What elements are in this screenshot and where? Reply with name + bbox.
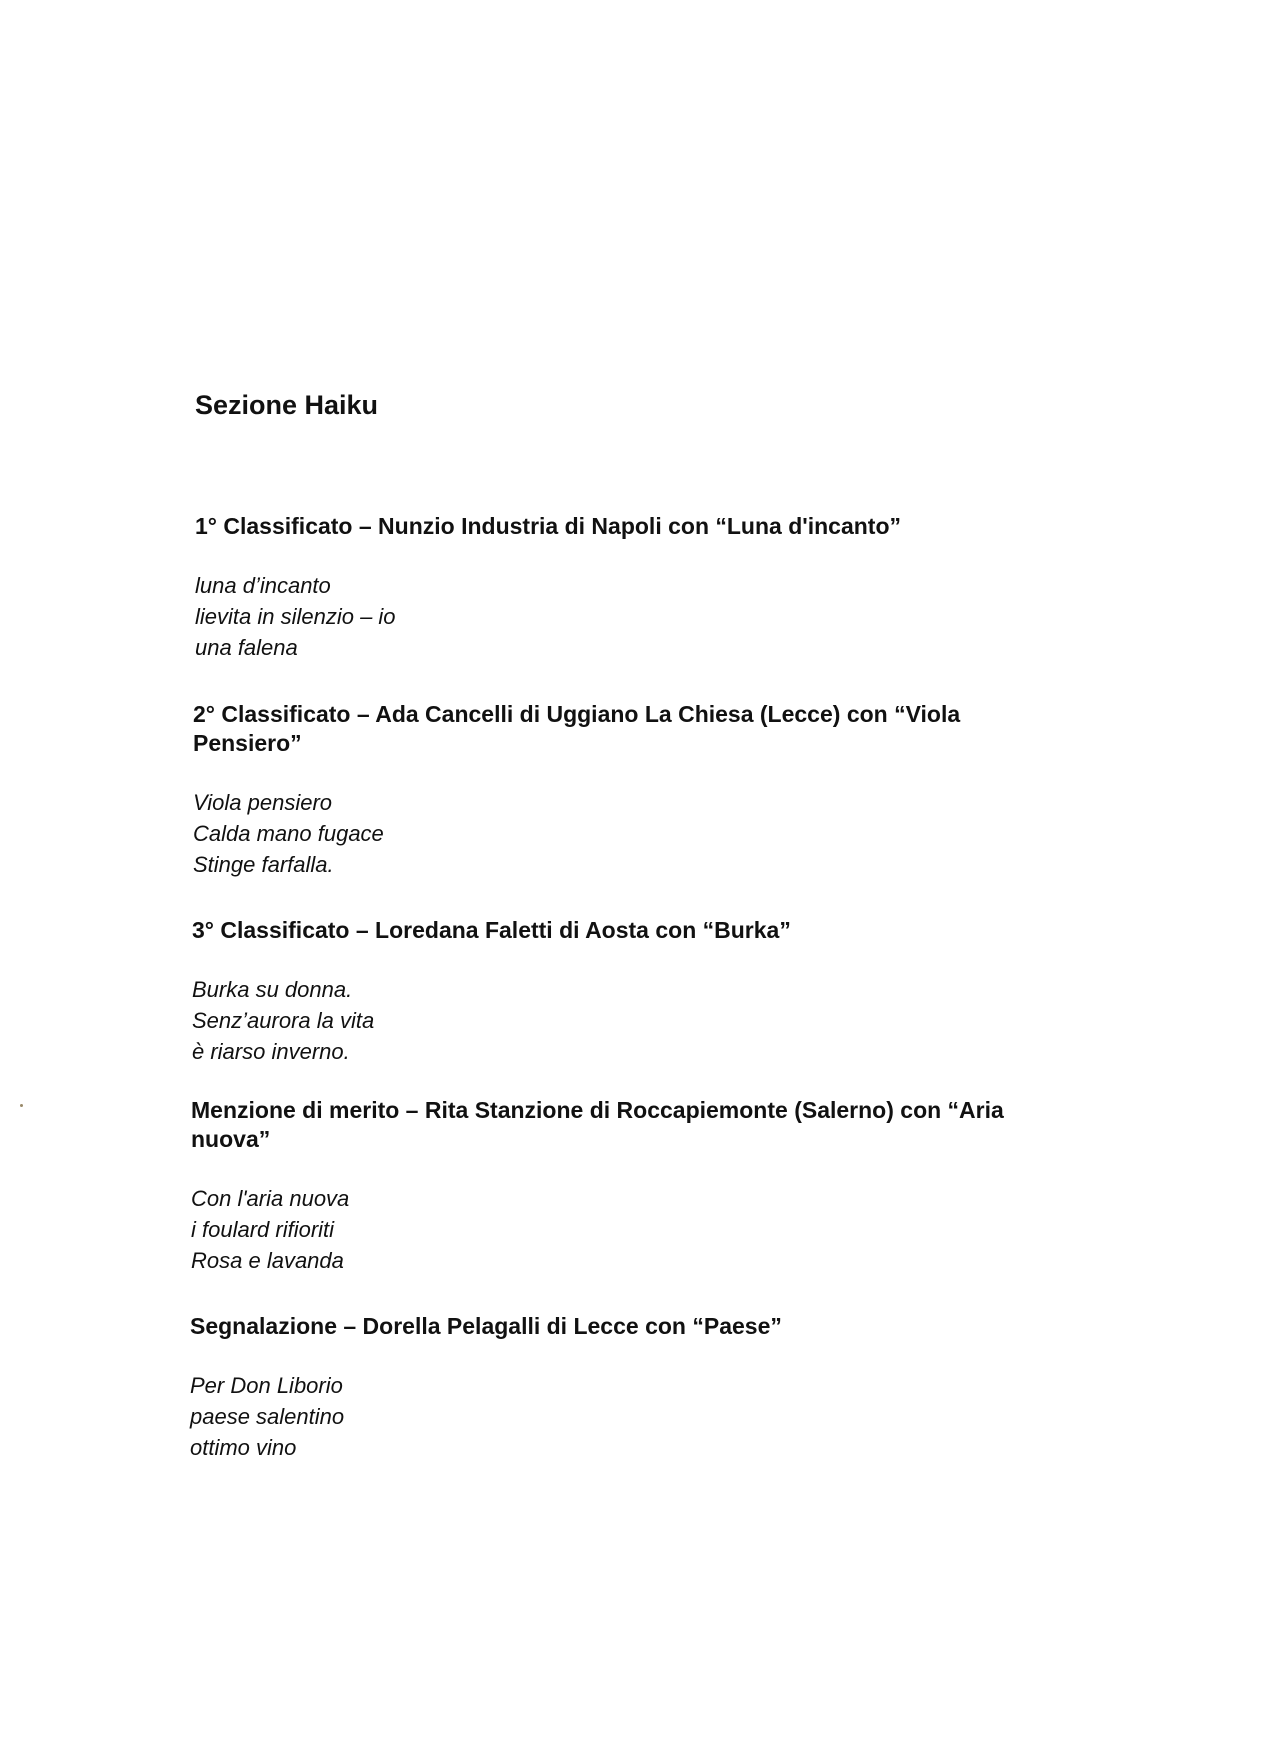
poem-line: i foulard rifioriti — [191, 1217, 335, 1242]
haiku-poem — [192, 974, 1052, 1067]
section-title: Sezione Haiku — [195, 390, 379, 420]
poem-line: Burka su donna. — [192, 977, 353, 1002]
poem-line: Senz’aurora la vita — [192, 1008, 375, 1033]
haiku-poem — [191, 1183, 1051, 1276]
haiku-poem — [190, 1370, 1050, 1463]
poem-line: Rosa e lavanda — [191, 1248, 344, 1273]
award-entry-first — [195, 512, 1055, 663]
entry-heading: 3° Classificato – Loredana Faletti di Aosta con “Burka” — [192, 917, 791, 943]
award-entry-mention — [190, 1312, 1050, 1463]
poem-line: paese salentino — [190, 1404, 345, 1429]
poem-line: Viola pensiero — [193, 790, 333, 815]
poem-line: Stinge farfalla. — [193, 852, 334, 877]
poem-line: è riarso inverno. — [192, 1039, 350, 1064]
entry-heading: Menzione di merito – Rita Stanzione di Roccapiemonte (Salerno) con “Aria nuova” — [191, 1097, 1004, 1152]
award-entry-merit — [191, 1096, 1051, 1276]
award-entry-third — [192, 916, 1052, 1067]
poem-line: Per Don Liborio — [190, 1373, 343, 1398]
scan-speck — [20, 1104, 23, 1107]
entry-heading: Segnalazione – Dorella Pelagalli di Lecce con “Paese” — [190, 1313, 782, 1339]
poem-line: lievita in silenzio – io — [195, 604, 396, 629]
poem-line: Con l'aria nuova — [191, 1186, 350, 1211]
award-entry-second — [193, 700, 1053, 880]
haiku-poem — [195, 570, 1055, 663]
poem-line: Calda mano fugace — [193, 821, 384, 846]
entry-heading: 1° Classificato – Nunzio Industria di Napoli con “Luna d'incanto” — [195, 513, 902, 539]
haiku-poem — [193, 787, 1053, 880]
poem-line: luna d’incanto — [195, 573, 331, 598]
poem-line: una falena — [195, 635, 298, 660]
poem-line: ottimo vino — [190, 1435, 297, 1460]
entry-heading: 2° Classificato – Ada Cancelli di Uggiano La Chiesa (Lecce) con “Viola Pensiero” — [193, 701, 961, 756]
